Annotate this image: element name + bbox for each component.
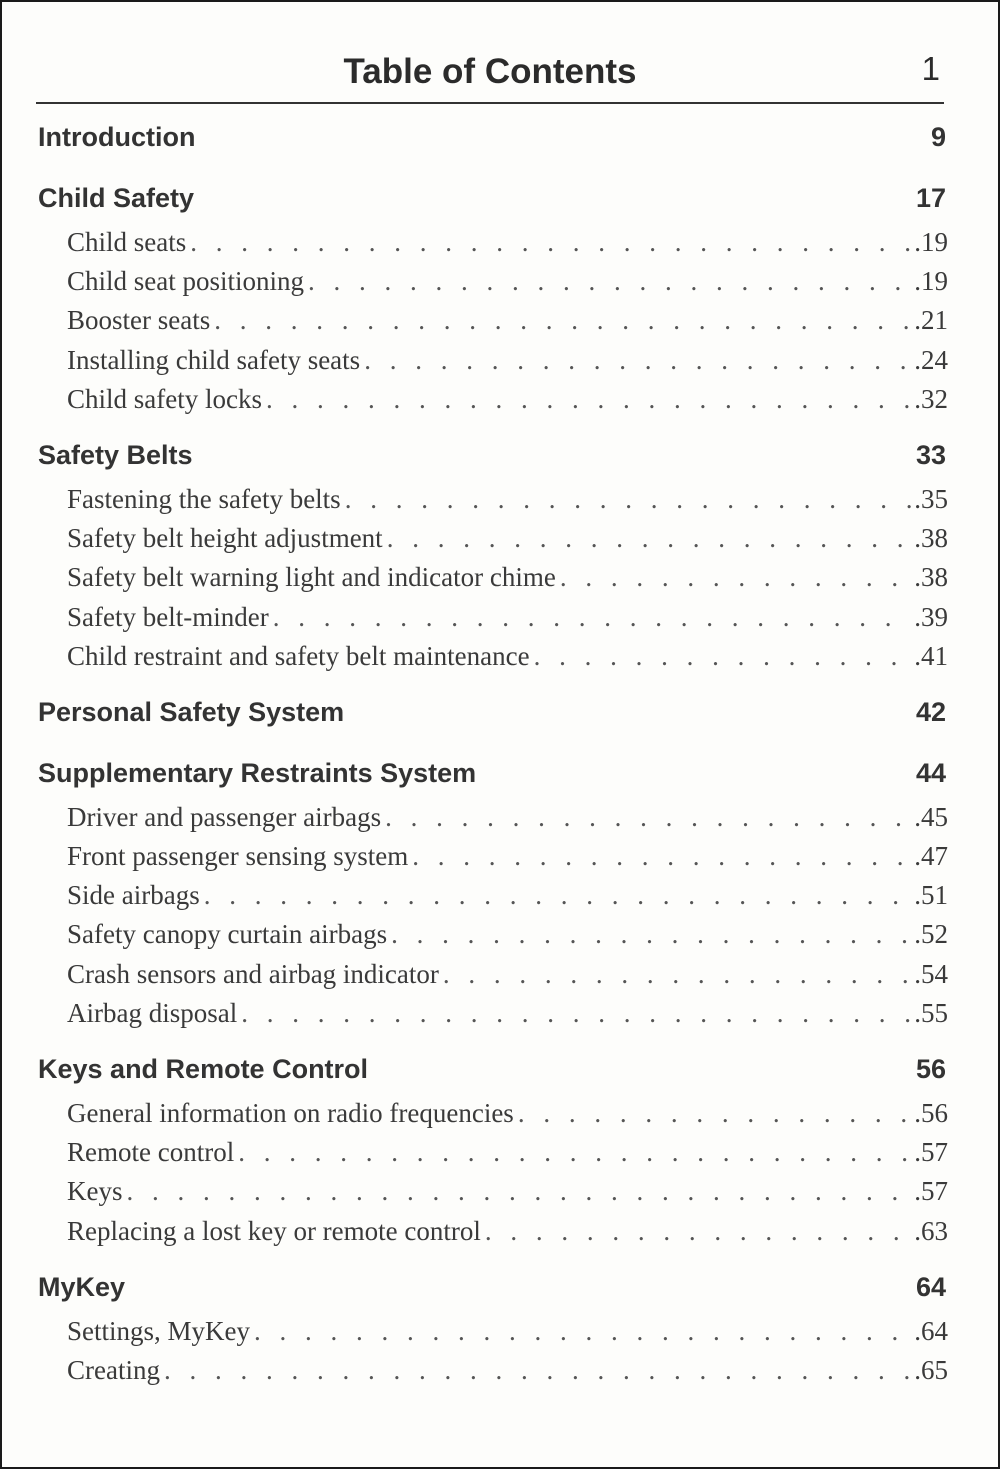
entry-page-number: .35 — [914, 483, 948, 514]
dot-leader — [534, 637, 913, 676]
entry-label: Installing child safety seats — [67, 344, 361, 375]
entry-label: Booster seats — [67, 305, 211, 336]
entry-label: Child restraint and safety belt maintenance — [67, 640, 530, 671]
entry-label: Remote control — [67, 1137, 235, 1168]
toc-section — [38, 112, 948, 162]
entry-label: Driver and passenger airbags — [67, 801, 382, 832]
entry-label: Replacing a lost key or remote control — [67, 1215, 481, 1246]
page-title: Table of Contents — [343, 52, 637, 91]
dot-leader — [164, 1351, 912, 1390]
dot-leader — [238, 1133, 912, 1172]
toc-section — [38, 748, 948, 1033]
entry-page-number: .51 — [914, 880, 948, 911]
dot-leader — [308, 262, 912, 301]
dot-leader — [127, 1172, 913, 1211]
dot-leader — [214, 301, 912, 340]
section-heading[interactable] — [38, 112, 948, 162]
dot-leader — [387, 519, 913, 558]
toc-entry[interactable] — [38, 262, 948, 301]
entry-label: Keys — [67, 1176, 123, 1207]
dot-leader — [241, 994, 912, 1033]
toc-entry[interactable] — [38, 1351, 948, 1390]
dot-leader — [518, 1094, 912, 1133]
entry-label: Crash sensors and airbag indicator — [67, 958, 439, 989]
entry-page-number: .41 — [914, 640, 948, 671]
section-title: Child Safety — [38, 183, 195, 213]
toc-entry[interactable] — [38, 223, 948, 262]
toc-entry[interactable] — [38, 598, 948, 637]
entry-label: Front passenger sensing system — [67, 841, 409, 872]
toc-section — [38, 430, 948, 676]
toc-entry[interactable] — [38, 558, 948, 597]
toc-entry[interactable] — [38, 341, 948, 380]
page-number: 1 — [921, 50, 940, 87]
entry-label: Child safety locks — [67, 383, 262, 414]
entry-page-number: .56 — [914, 1098, 948, 1128]
entry-page-number: .45 — [914, 801, 948, 832]
section-title: Safety Belts — [38, 439, 193, 470]
entry-page-number: .32 — [914, 383, 948, 414]
entry-label: Side airbags — [67, 880, 200, 911]
entry-label: Fastening the safety belts — [67, 483, 341, 514]
entry-label: General information on radio frequencies — [67, 1098, 514, 1128]
dot-leader — [385, 798, 912, 837]
toc-section — [38, 1262, 948, 1390]
entry-label: Safety belt warning light and indicator chime — [67, 562, 556, 593]
entry-label: Settings, MyKey — [67, 1315, 251, 1346]
toc-entry[interactable] — [38, 637, 948, 676]
entry-page-number: .38 — [914, 523, 948, 554]
entry-page-number: .52 — [914, 919, 948, 950]
entry-page-number: .19 — [914, 266, 948, 297]
table-of-contents — [38, 112, 948, 1401]
dot-leader — [485, 1212, 912, 1251]
dot-leader — [273, 598, 913, 637]
toc-entry[interactable] — [38, 301, 948, 340]
toc-entry[interactable] — [38, 519, 948, 558]
entry-label: Child seat positioning — [67, 266, 305, 297]
entry-label: Safety belt height adjustment — [67, 523, 383, 554]
entry-page-number: .54 — [914, 958, 948, 989]
entry-label: Safety canopy curtain airbags — [67, 919, 388, 950]
toc-entry[interactable] — [38, 955, 948, 994]
section-page-number: 64 — [915, 1271, 946, 1302]
toc-section — [38, 687, 948, 737]
toc-entry[interactable] — [38, 837, 948, 876]
toc-entry[interactable] — [38, 1172, 948, 1211]
entry-label: Child seats — [67, 227, 187, 257]
entry-page-number: .57 — [914, 1137, 948, 1168]
entry-page-number: .57 — [914, 1176, 948, 1207]
section-title: Supplementary Restraints System — [38, 757, 477, 788]
section-title: MyKey — [38, 1271, 126, 1302]
section-title: Personal Safety System — [38, 696, 345, 727]
toc-entry[interactable] — [38, 1312, 948, 1351]
toc-entry[interactable] — [38, 1133, 948, 1172]
toc-entry[interactable] — [38, 876, 948, 915]
section-heading[interactable] — [38, 687, 948, 737]
entry-label: Creating — [67, 1354, 160, 1385]
entry-label: Airbag disposal — [67, 997, 238, 1028]
section-page-number: 17 — [915, 183, 946, 213]
toc-entry[interactable] — [38, 798, 948, 837]
dot-leader — [345, 480, 913, 519]
entry-page-number: .55 — [914, 997, 948, 1028]
entry-page-number: .38 — [914, 562, 948, 593]
toc-section — [38, 173, 948, 419]
toc-entry[interactable] — [38, 380, 948, 419]
entry-page-number: .63 — [914, 1215, 948, 1246]
section-heading[interactable] — [38, 748, 948, 798]
dot-leader — [190, 223, 912, 262]
dot-leader — [391, 915, 912, 954]
dot-leader — [412, 837, 912, 876]
section-page-number: 42 — [915, 696, 946, 727]
entry-page-number: .24 — [914, 344, 948, 375]
dot-leader — [254, 1312, 912, 1351]
entry-page-number: .47 — [914, 841, 948, 872]
section-heading[interactable] — [38, 1262, 948, 1312]
section-page-number: 56 — [915, 1054, 946, 1084]
section-heading[interactable] — [38, 430, 948, 480]
section-heading[interactable] — [38, 173, 948, 223]
toc-entry[interactable] — [38, 1094, 948, 1133]
toc-entry[interactable] — [38, 915, 948, 954]
toc-entry[interactable] — [38, 480, 948, 519]
section-title: Introduction — [38, 122, 196, 152]
toc-entry[interactable] — [38, 1212, 948, 1251]
section-page-number: 9 — [930, 122, 946, 152]
entry-page-number: .65 — [914, 1354, 948, 1385]
dot-leader — [443, 955, 912, 994]
dot-leader — [560, 558, 912, 597]
dot-leader — [204, 876, 913, 915]
entry-page-number: .64 — [914, 1315, 948, 1346]
entry-page-number: .21 — [914, 305, 948, 336]
entry-label: Safety belt-minder — [67, 601, 269, 632]
entry-page-number: .39 — [914, 601, 948, 632]
dot-leader — [266, 380, 912, 419]
page-header — [36, 46, 944, 104]
section-page-number: 44 — [915, 757, 946, 788]
toc-entry[interactable] — [38, 994, 948, 1033]
entry-page-number: .19 — [914, 227, 948, 257]
dot-leader — [364, 341, 912, 380]
section-heading[interactable] — [38, 1044, 948, 1094]
section-page-number: 33 — [915, 439, 946, 470]
section-title: Keys and Remote Control — [38, 1054, 369, 1084]
toc-section — [38, 1044, 948, 1251]
